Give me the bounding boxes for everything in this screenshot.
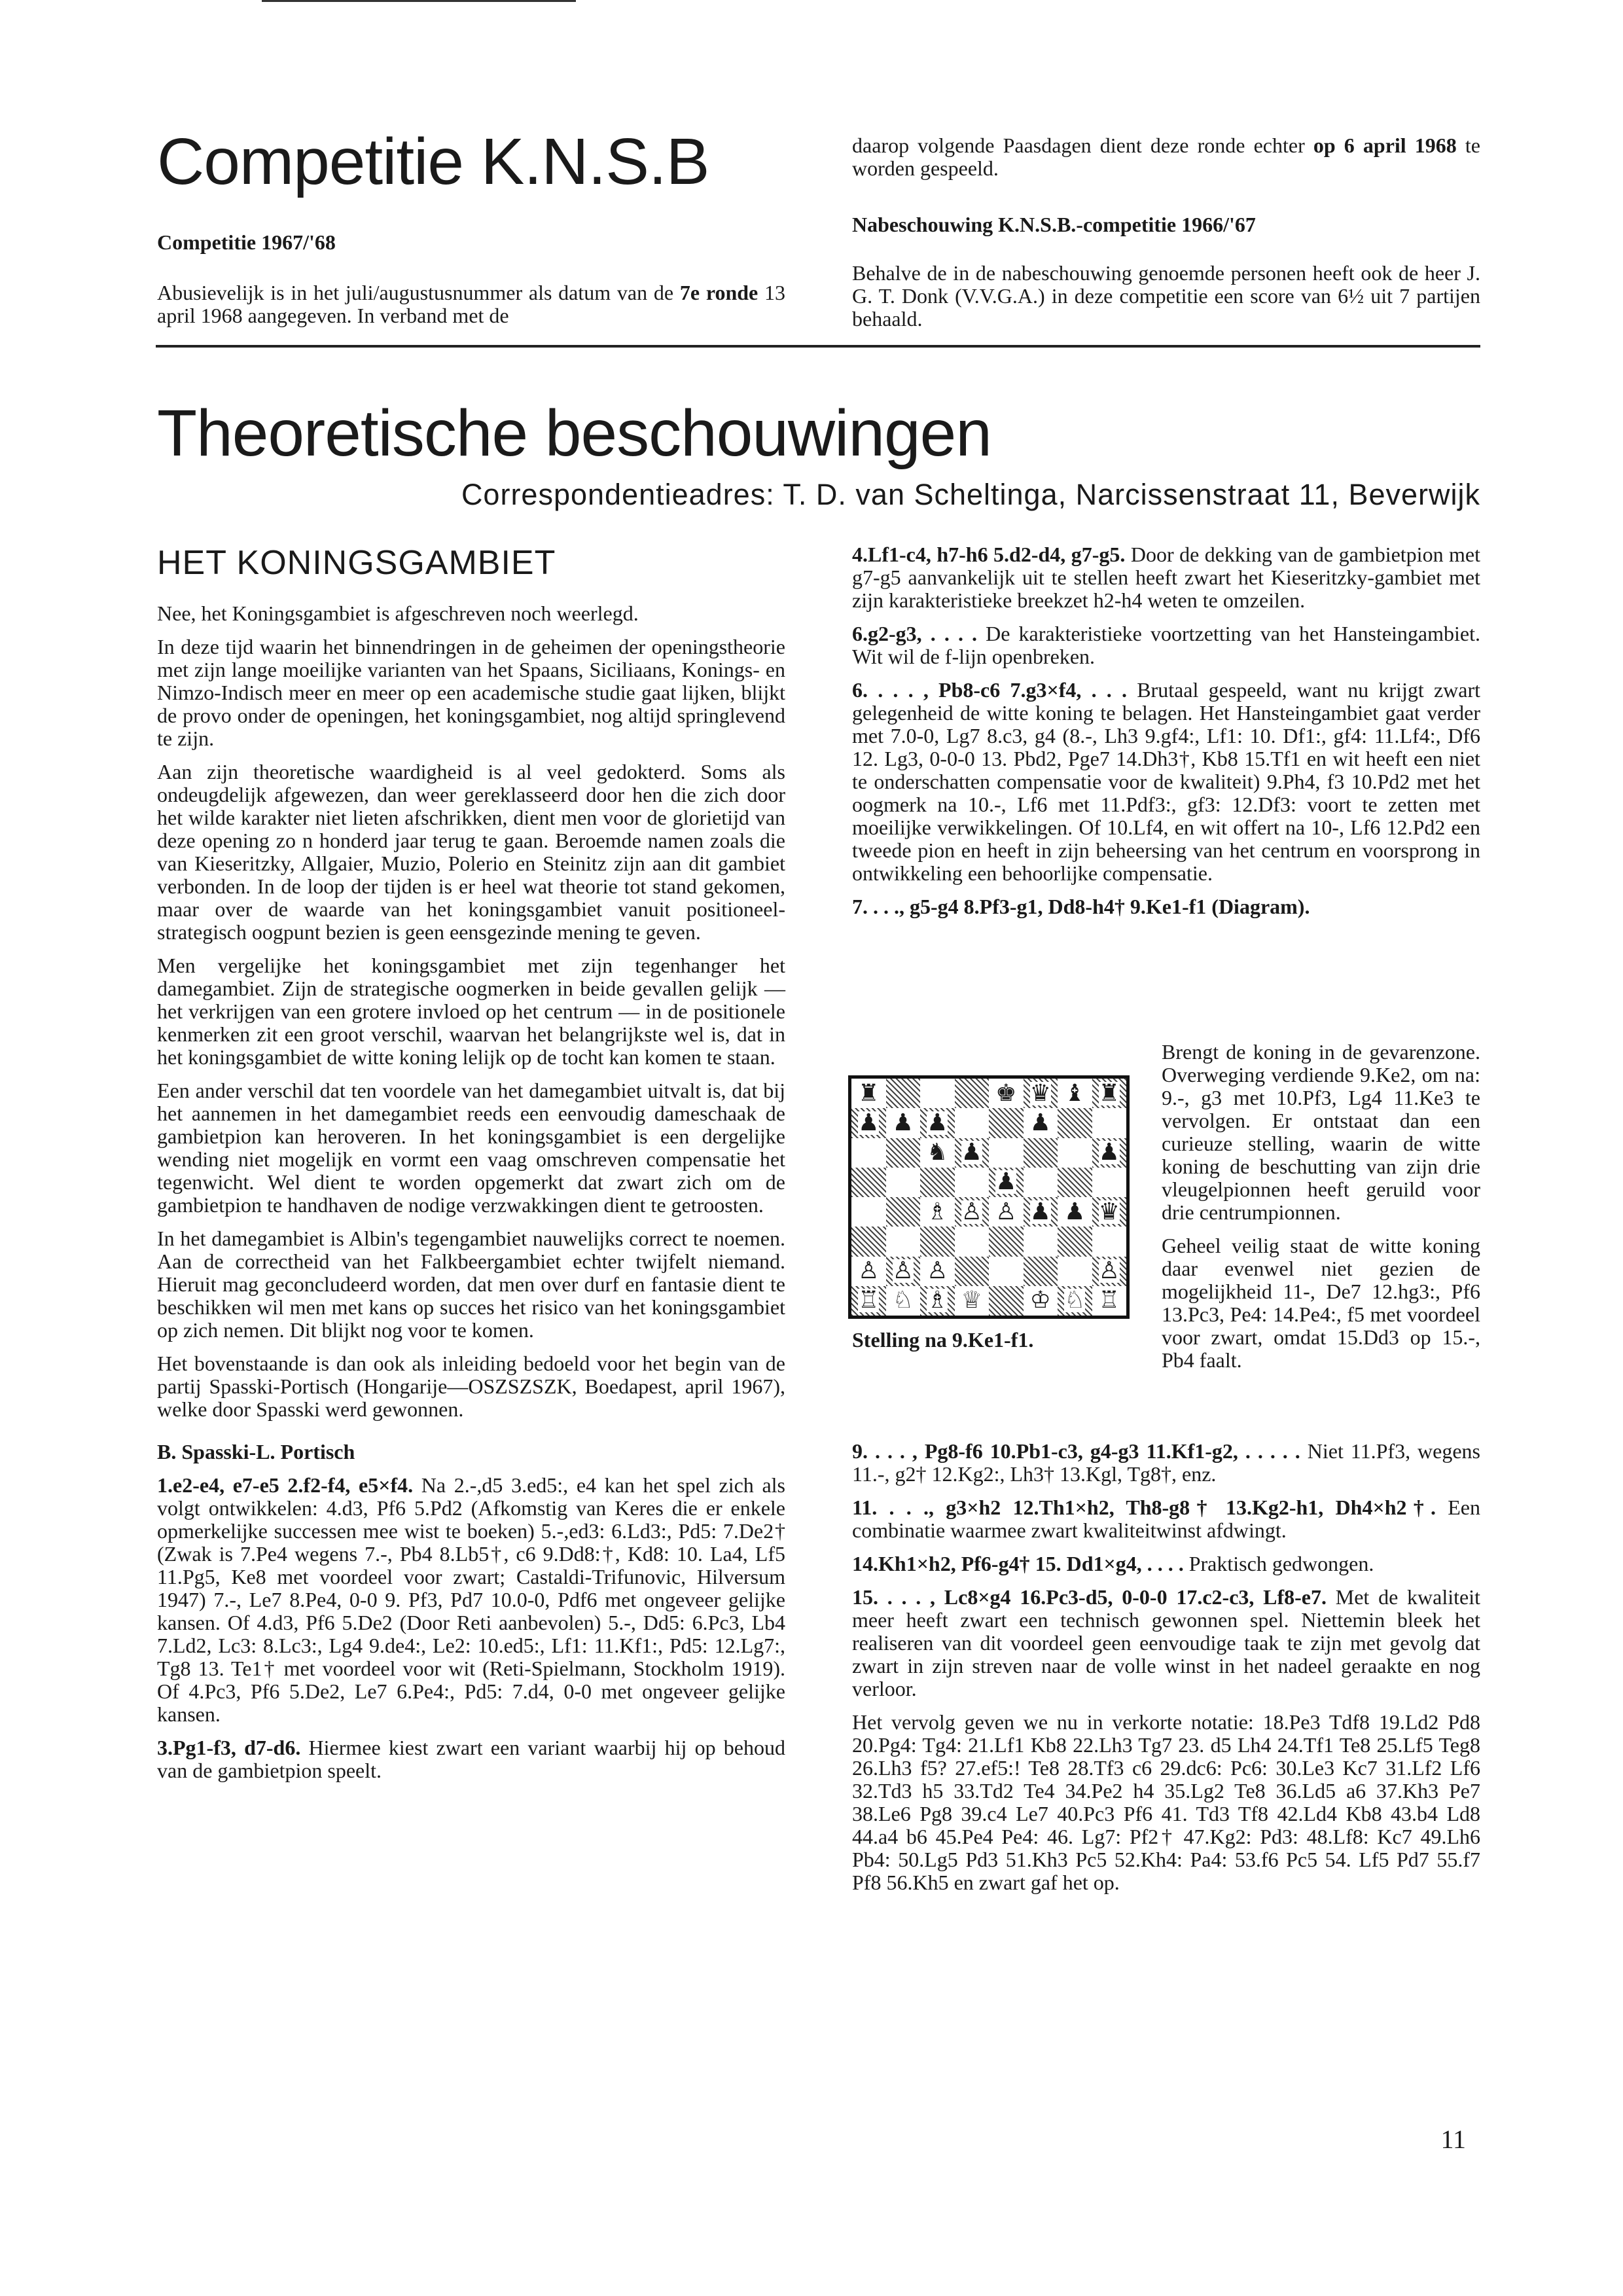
moves-paragraph: 1.e2-e4, e7-e5 2.f2-f4, e5×f4. Na 2.-,d5 3.ed5:, e4 kan het spel zich als volgt ontwikkelen: 4.d3, Pf6 5.Pd2 (Afkomstig van Keres die er enkele opmerkelijke successen mee wist te boeken) 5.-,ed3: 6.Ld3:, Pd5: 7.De2† (Zwak is 7.Pe4 wegens 7.-, Pb4 8.Lb5†, c6 9.Dd8:†, Kd8: 10. La4, Lf5 11.Pg5, Ke8 met voordeel voor zwart; Castaldi-Trifunovic, Hilversum 1947) 7.-, Le7 8.Pe4, 0-0 9. Pf3, Pd7 10.0-0, Pdf6 met ongeveer gelijke kansen. Of 4.d3, Pf6 5.De2 (Door Reti aanbevolen) 5.-, Dd5: 6.Pc3, Lb4 7.Ld2, Lc3: 8.Lc3:, Lg4 9.de4:, Le2: 10.ed5:, Lf1: 11.Kf1:, Pd5: 12.Lg7:, Tg8 13. Te1† met voordeel voor wit (Reti-Spielmann, Stockholm 1919). Of 4.Pc3, Pf6 5.De2, Le7 6.Pe4:, Pd5: 7.d4, 0-0 met ongeveer gelijke kansen. — [157, 1473, 786, 1726]
chess-piece: ♗ — [927, 1287, 948, 1314]
board-square — [1058, 1197, 1092, 1227]
chess-piece: ♟ — [927, 1109, 948, 1136]
post-review-text: Behalve de in de nabeschouwing genoemde personen heeft ook de heer J. G. T. Donk (V.V.G.A.) in deze competitie een score van 6½ uit 7 partijen behaald. — [852, 261, 1480, 331]
chess-piece: ♞ — [927, 1139, 948, 1166]
board-square — [1024, 1286, 1058, 1316]
board-square — [1024, 1257, 1058, 1286]
competition-text-right: daarop volgende Paasdagen dient deze ronde echter op 6 april 1968 te worden gespeeld. — [852, 134, 1481, 180]
chess-piece: ♛ — [1098, 1198, 1120, 1225]
board-square — [886, 1138, 921, 1168]
board-square — [989, 1257, 1024, 1286]
board-square — [955, 1138, 990, 1168]
chess-piece: ♘ — [892, 1287, 914, 1314]
game-heading: B. Spasski-L. Portisch — [157, 1440, 355, 1463]
paragraph: Een ander verschil dat ten voordele van het damegambiet uitvalt is, dat bij het aannemen in het damegambiet reeds een eenvoudig dameschaak de gambietpion kan heroveren. In het koningsgambiet is een dergelijke wending niet mogelijk en vormt een vaag omschreven compensatie het tegenwicht. Wel dient te worden opgemerkt dat zwart zich om de gambietpion te handhaven de nodige verzwakkingen dient te getroosten. — [157, 1079, 785, 1217]
chess-piece: ♟ — [961, 1139, 982, 1166]
board-square — [1024, 1138, 1058, 1168]
competition-heading: Competitie 1967/'68 — [157, 230, 336, 254]
board-square — [1024, 1108, 1058, 1138]
board-square — [1092, 1197, 1127, 1227]
board-square — [955, 1079, 990, 1108]
board-square — [920, 1227, 955, 1256]
board-square — [920, 1286, 955, 1316]
chess-piece: ♖ — [1098, 1287, 1120, 1314]
moves-paragraph: 7. . . ., g5-g4 8.Pf3-g1, Dd8-h4† 9.Ke1-f1 (Diagram). — [852, 895, 1310, 918]
chess-piece: ♕ — [961, 1287, 982, 1314]
board-square — [886, 1257, 921, 1286]
chess-piece: ♘ — [1064, 1287, 1086, 1314]
moves-paragraph: 6.g2-g3, . . . . De karakteristieke voortzetting van het Hansteingambiet. Wit wil de f-lijn openbreken. — [852, 622, 1480, 668]
board-square — [851, 1108, 886, 1138]
chess-piece: ♟ — [1029, 1109, 1051, 1136]
board-square — [1024, 1168, 1058, 1197]
board-square — [886, 1168, 921, 1197]
correspondence-address: Correspondentieadres: T. D. van Scheltinga, Narcissenstraat 11, Beverwijk — [461, 478, 1480, 511]
chess-piece: ♜ — [1098, 1079, 1120, 1107]
moves-paragraph: 11. . . ., g3×h2 12.Th1×h2, Th8-g8† 13.Kg2-h1, Dh4×h2†. Een combinatie waarmee zwart kwaliteitwinst afdwingt. — [852, 1496, 1481, 1542]
board-square — [886, 1197, 921, 1227]
board-square — [1024, 1227, 1058, 1256]
board-square — [886, 1079, 921, 1108]
board-square — [1058, 1257, 1092, 1286]
chess-piece: ♟ — [1029, 1198, 1051, 1225]
board-square — [989, 1286, 1024, 1316]
chess-piece: ♚ — [995, 1079, 1017, 1107]
chess-diagram — [848, 1075, 1130, 1319]
board-square — [1058, 1108, 1092, 1138]
section-heading: HET KONINGSGAMBIET — [157, 544, 556, 582]
paragraph: In het damegambiet is Albin's tegengambiet nauwelijks correct te noemen. Aan de correctheid van het Falkbeergambiet echter twijfelt niemand. Hieruit mag geconcludeerd worden, dat men over durf en fantasie dient te beschikken wil men met kans op succes het risico van het koningsgambiet op zich nemen. Dit blijkt nog voor te komen. — [157, 1227, 785, 1342]
left-column — [157, 602, 785, 1793]
board-square — [851, 1168, 886, 1197]
board-square — [886, 1227, 921, 1256]
chess-piece: ♗ — [927, 1198, 948, 1225]
paragraph: Het bovenstaande is dan ook als inleiding bedoeld voor het begin van de partij Spasski-Portisch (Hongarije—OSZSZSZK, Boedapest, april 1967), welke door Spasski werd gewonnen. — [157, 1352, 785, 1421]
board-square — [1092, 1108, 1127, 1138]
paragraph: Geheel veilig staat de witte koning daar evenwel niet gezien de mogelijkheid 11-, De7 12.hg3:, Pf6 13.Pc3, Pe4: 14.Pe4:, f5 met voordeel voor zwart, omdat 15.Dd3 op 15.-, Pb4 faalt. — [1162, 1234, 1480, 1372]
board-square — [1092, 1227, 1127, 1256]
board-square — [955, 1168, 990, 1197]
chess-piece: ♙ — [858, 1257, 880, 1285]
board-square — [955, 1227, 990, 1256]
board-square — [851, 1257, 886, 1286]
board-square — [851, 1138, 886, 1168]
board-square — [851, 1197, 886, 1227]
moves-paragraph: 9. . . . , Pg8-f6 10.Pb1-c3, g4-g3 11.Kf1-g2, . . . . . Niet 11.Pf3, wegens 11.-, g2† 12.Kg2:, Lh3† 13.Kgl, Tg8†, enz. — [852, 1439, 1481, 1486]
board-square — [920, 1168, 955, 1197]
board-square — [1058, 1227, 1092, 1256]
board-square — [1024, 1197, 1058, 1227]
board-square — [1092, 1286, 1127, 1316]
paragraph: Brengt de koning in de gevarenzone. Overweging verdiende 9.Ke2, om na: 9.-, g3 met 10.Pf3, Lg4 11.Ke3 te vervolgen. Er ontstaat dan een curieuze stelling, waarin de witte koning de beschutting van zijn drie vleugelpionnen heeft geruild voor drie centrumpionnen. — [1162, 1040, 1480, 1224]
chess-piece: ♟ — [995, 1168, 1017, 1196]
board-square — [1092, 1079, 1127, 1108]
chess-piece: ♜ — [858, 1079, 880, 1107]
board-square — [989, 1168, 1024, 1197]
chess-piece: ♙ — [961, 1198, 982, 1225]
board-square — [920, 1197, 955, 1227]
chess-piece: ♙ — [892, 1257, 914, 1285]
diagram-caption: Stelling na 9.Ke1-f1. — [852, 1328, 1034, 1352]
board-square — [1092, 1138, 1127, 1168]
chess-piece: ♟ — [892, 1109, 914, 1136]
paragraph: Nee, het Koningsgambiet is afgeschreven noch weerlegd. — [157, 601, 639, 625]
moves-paragraph: 4.Lf1-c4, h7-h6 5.d2-d4, g7-g5. Door de dekking van de gambietpion met g7-g5 aanvankelijk uit te stellen heeft zwart het Kieseritzky-gambiet met zijn karakteristieke breekzet h2-h4 weten te omzeilen. — [852, 543, 1481, 612]
moves-paragraph: 15. . . . , Lc8×g4 16.Pc3-d5, 0-0-0 17.c2-c3, Lf8-e7. Met de kwaliteit meer heeft zwart een technisch gewonnen spel. Niettemin bleek het realiseren van dit voordeel geen eenvoudige taak te zijn met gevolg dat zwart in zijn streven naar de volle winst in het nadeel geraakte en nog verloor. — [852, 1585, 1481, 1700]
header-divider — [156, 345, 1480, 348]
board-square — [1058, 1286, 1092, 1316]
chess-piece: ♝ — [1064, 1079, 1086, 1107]
paragraph: In deze tijd waarin het binnendringen in de geheimen der openingstheorie met zijn lange moeilijke varianten van het Spaans, Siciliaans, Konings- en Nimzo-Indisch meer en meer op een academische studie gaat lijken, blijkt de provo onder de openingen, het koningsgambiet, nog altijd springlevend te zijn. — [157, 635, 785, 750]
board-square — [1024, 1079, 1058, 1108]
page-number: 11 — [1440, 2125, 1466, 2154]
paragraph: Het vervolg geven we nu in verkorte notatie: 18.Pe3 Tdf8 19.Ld2 Pd8 20.Pg4: Tg4: 21.Lf1 Kb8 22.Lh3 Tg7 23. d5 Lh4 24.Tf1 Te8 25.Lf5 Teg8 26.Lh3 f5? 27.ef5:! Te8 28.Tf3 c6 29.dc6: Pc6: 30.Le3 Kc7 31.Lf2 Lf6 32.Td3 h5 33.Td2 Te4 34.Pe2 h4 35.Lg2 Te8 36.Ld5 a6 37.Kh3 Pe7 38.Le6 Pg8 39.c4 Le7 40.Pc3 Pf6 41. Td3 Tf8 42.Ld4 Kb8 43.b4 Ld8 44.a4 b6 45.Pe4 Pe4: 46. Lg7: Pf2† 47.Kg2: Pd3: 48.Lf8: Kc7 49.Lh6 Pb4: 50.Lg5 Pd3 51.Kh3 Pc5 52.Kh4: Pa4: 53.f6 Pc5 54. Lf5 Pd7 55.f7 Pf8 56.Kh5 en zwart gaf het op. — [852, 1710, 1480, 1894]
board-square — [920, 1257, 955, 1286]
right-column-top — [852, 543, 1480, 929]
chess-piece: ♟ — [858, 1109, 880, 1136]
chess-piece: ♙ — [1098, 1257, 1120, 1285]
board-square — [920, 1138, 955, 1168]
chess-piece: ♙ — [927, 1257, 948, 1285]
chess-piece: ♛ — [1029, 1079, 1051, 1107]
chess-piece: ♖ — [858, 1287, 880, 1314]
right-column-bottom — [852, 1440, 1480, 1905]
board-square — [851, 1286, 886, 1316]
chess-piece: ♟ — [1064, 1198, 1086, 1225]
board-square — [1092, 1168, 1127, 1197]
article-title: Theoretische beschouwingen — [157, 397, 991, 470]
board-square — [955, 1257, 990, 1286]
board-square — [1058, 1079, 1092, 1108]
competition-text-left: Abusievelijk is in het juli/augustusnummer als datum van de 7e ronde 13 april 1968 aangegeven. In verband met de — [157, 281, 786, 327]
board-square — [1092, 1257, 1127, 1286]
chess-piece: ♔ — [1029, 1287, 1051, 1314]
top-scan-line — [262, 0, 576, 2]
board-square — [1058, 1168, 1092, 1197]
paragraph: Men vergelijke het koningsgambiet met zijn tegenhanger het damegambiet. Zijn de strategische oogmerken in beide gevallen gelijk — het verkrijgen van een grotere invloed op het centrum — in de positionele kenmerken zit een groot verschil, waarvan het belangrijkste wel is, dat in het koningsgambiet de witte koning lelijk op de tocht kan komen te staan. — [157, 954, 785, 1069]
board-square — [851, 1227, 886, 1256]
moves-paragraph: 6. . . . , Pb8-c6 7.g3×f4, . . . Brutaal gespeeld, want nu krijgt zwart gelegenheid de witte koning te belagen. Het Hansteingambiet gaat verder met 7.0-0, Lg7 8.c3, g4 (8.-, Lh3 9.gf4:, Lf1: 10. Df1:, gf4: 11.Lf4:, Df6 12. Lg3, 0-0-0 13. Pbd2, Pge7 14.Dh3†, Kb8 15.Tf1 en wit heeft een niet te onderschatten compensatie voor de kwaliteit) 9.Ph4, f3 10.Pd2 met het oogmerk na 10.-, Lf6 met 11.Pdf3:, gf3: 12.Df3: voort te zetten met moeilijke verwikkelingen. Of 10.Lf4, en wit offert na 10-, Lf6 12.Pd2 een tweede pion en heeft in zijn beheersing van het centrum en voorsprong in ontwikkeling een behoorlijke compensatie. — [852, 678, 1481, 885]
board-square — [851, 1079, 886, 1108]
board-square — [920, 1108, 955, 1138]
board-square — [989, 1108, 1024, 1138]
chess-piece: ♙ — [995, 1198, 1017, 1225]
board-square — [886, 1108, 921, 1138]
board-square — [989, 1079, 1024, 1108]
board-square — [1058, 1138, 1092, 1168]
board-square — [989, 1138, 1024, 1168]
board-square — [989, 1197, 1024, 1227]
moves-paragraph: 3.Pg1-f3, d7-d6. Hiermee kiest zwart een variant waarbij hij op behoud van de gambietpion speelt. — [157, 1736, 786, 1782]
moves-paragraph: 14.Kh1×h2, Pf6-g4† 15. Dd1×g4, . . . . Praktisch gedwongen. — [852, 1552, 1374, 1575]
paragraph: Aan zijn theoretische waardigheid is al veel gedokterd. Soms als ondeugdelijk afgewezen, dan weer gereklasseerd door hen die zich door het wilde karakter niet lieten afschrikken, dient men voor de glorietijd van deze opening zo n honderd jaar terug te gaan. Beroemde namen zoals die van Kieseritzky, Allgaier, Muzio, Polerio en Steinitz zijn aan dit gambiet verbonden. In de loop der tijden is er heel wat theorie tot stand gekomen, maar over de waarde van het koningsgambiet vanuit positioneel-strategisch oogpunt bezien is geen eensgezinde mening te geven. — [157, 760, 785, 944]
competition-title: Competitie K.N.S.B — [157, 125, 709, 198]
board-square — [989, 1227, 1024, 1256]
board-square — [955, 1286, 990, 1316]
board-square — [955, 1108, 990, 1138]
board-square — [886, 1286, 921, 1316]
board-square — [920, 1079, 955, 1108]
post-review-heading: Nabeschouwing K.N.S.B.-competitie 1966/'67 — [852, 213, 1256, 236]
chess-piece: ♟ — [1098, 1139, 1120, 1166]
diagram-side-text — [1162, 1041, 1480, 1382]
board-square — [955, 1197, 990, 1227]
